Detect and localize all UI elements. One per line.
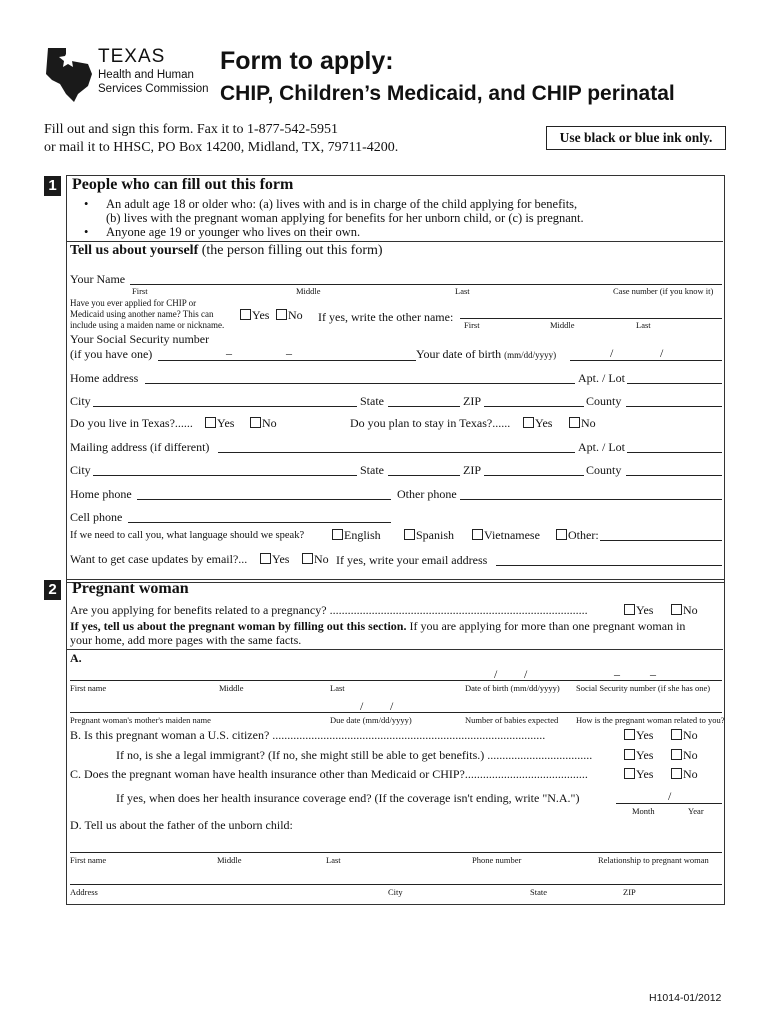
father-question: D. Tell us about the father of the unborn child: bbox=[70, 818, 293, 832]
dob-caption: Date of birth (mm/dd/yyyy) bbox=[465, 683, 560, 693]
a-row1-dash2: – bbox=[650, 667, 656, 681]
due-date-caption: Due date (mm/dd/yyyy) bbox=[330, 715, 412, 725]
dob-text: Your date of birth bbox=[416, 347, 502, 361]
lang-english-label: English bbox=[344, 528, 381, 542]
zip-label: ZIP bbox=[463, 394, 481, 408]
a-row1-slash1: / bbox=[494, 667, 498, 681]
other-middle-caption: Middle bbox=[550, 320, 575, 330]
language-question: If we need to call you, what language should we speak? bbox=[70, 530, 305, 541]
section2-divider bbox=[67, 649, 723, 650]
checkbox[interactable] bbox=[250, 417, 261, 428]
section1-divider bbox=[67, 241, 723, 242]
address-caption: Address bbox=[70, 887, 98, 897]
home-address-field[interactable] bbox=[145, 383, 575, 384]
insurance-question: C. Does the pregnant woman have health insurance other than Medicaid or CHIP?......................................... bbox=[70, 767, 588, 781]
checkbox[interactable] bbox=[205, 417, 216, 428]
applied-no-label: No bbox=[288, 308, 303, 322]
father-address-field[interactable] bbox=[70, 884, 722, 885]
father-last-caption: Last bbox=[326, 855, 341, 865]
your-name-field[interactable] bbox=[130, 284, 722, 285]
bullet1-line1: An adult age 18 or older who: (a) lives with and is in charge of the child applying for benefits, bbox=[106, 197, 578, 211]
pregnancy-no[interactable] bbox=[671, 603, 698, 618]
agency-texas: TEXAS bbox=[98, 46, 166, 67]
section2-note bbox=[70, 619, 685, 634]
lang-other-field[interactable] bbox=[600, 540, 722, 541]
city-label: City bbox=[70, 394, 91, 408]
about-bold: Tell us about yourself bbox=[70, 243, 199, 258]
ssn-caption: Social Security number (if she has one) bbox=[576, 683, 711, 693]
dob-slash-1: / bbox=[610, 346, 614, 360]
stay-yes-label: Yes bbox=[535, 416, 553, 430]
checkbox[interactable] bbox=[671, 768, 682, 779]
apt-field[interactable] bbox=[627, 383, 722, 384]
lang-other[interactable] bbox=[556, 528, 599, 543]
lang-spanish[interactable] bbox=[404, 528, 454, 543]
immigrant-no[interactable] bbox=[671, 748, 698, 763]
checkbox[interactable] bbox=[276, 309, 287, 320]
about-heading bbox=[70, 243, 383, 259]
section1-number: 1 bbox=[44, 176, 61, 196]
live-no-label: No bbox=[262, 416, 277, 430]
immigrant-no-label: No bbox=[683, 748, 698, 762]
checkbox[interactable] bbox=[240, 309, 251, 320]
live-texas-yes[interactable] bbox=[205, 416, 234, 431]
dob-format: (mm/dd/yyyy) bbox=[504, 350, 557, 360]
part-a-label: A. bbox=[70, 651, 82, 665]
mail-county-label: County bbox=[586, 463, 622, 477]
immigrant-question: If no, is she a legal immigrant? (If no, she might still be able to get benefits.) ................................... bbox=[116, 748, 593, 762]
city-field[interactable] bbox=[93, 406, 357, 407]
insurance-yes[interactable] bbox=[624, 767, 653, 782]
insurance-no[interactable] bbox=[671, 767, 698, 782]
checkbox[interactable] bbox=[624, 604, 635, 615]
other-name-field[interactable] bbox=[460, 318, 722, 319]
stay-no-label: No bbox=[581, 416, 596, 430]
applied-line2: Medicaid using another name? This can bbox=[70, 309, 214, 319]
pregnancy-yes-label: Yes bbox=[636, 603, 654, 617]
checkbox[interactable] bbox=[569, 417, 580, 428]
coverage-slash: / bbox=[668, 789, 672, 803]
mail-city-label: City bbox=[70, 463, 91, 477]
email-no-label: No bbox=[314, 552, 329, 566]
ssn-dash-2: – bbox=[286, 346, 292, 360]
checkbox[interactable] bbox=[472, 529, 483, 540]
state-label: State bbox=[360, 394, 384, 408]
stay-texas-no[interactable] bbox=[569, 416, 596, 431]
mail-city-field[interactable] bbox=[93, 475, 357, 476]
babies-caption: Number of babies expected bbox=[465, 715, 559, 725]
father-middle-caption: Middle bbox=[217, 855, 242, 865]
pregnancy-yes[interactable] bbox=[624, 603, 653, 618]
immigrant-yes[interactable] bbox=[624, 748, 653, 763]
name-middle-caption: Middle bbox=[296, 286, 321, 296]
mail-zip-field[interactable] bbox=[484, 475, 584, 476]
pregnancy-no-label: No bbox=[683, 603, 698, 617]
checkbox[interactable] bbox=[624, 729, 635, 740]
section1-title: People who can fill out this form bbox=[72, 176, 294, 193]
email-yes[interactable] bbox=[260, 552, 289, 567]
home-phone-label: Home phone bbox=[70, 487, 132, 501]
citizen-yes[interactable] bbox=[624, 728, 653, 743]
cell-phone-field[interactable] bbox=[128, 522, 391, 523]
woman-details-field[interactable] bbox=[70, 712, 722, 713]
lang-vietnamese[interactable] bbox=[472, 528, 540, 543]
father-phone-caption: Phone number bbox=[472, 855, 522, 865]
other-last-caption: Last bbox=[636, 320, 651, 330]
other-phone-label: Other phone bbox=[397, 487, 457, 501]
live-yes-label: Yes bbox=[217, 416, 235, 430]
a-row2-slash1: / bbox=[360, 699, 364, 713]
mailing-address-field[interactable] bbox=[218, 452, 575, 453]
father-first-caption: First name bbox=[70, 855, 107, 865]
email-question: Want to get case updates by email?... bbox=[70, 552, 248, 566]
year-caption: Year bbox=[688, 806, 704, 816]
live-texas-label: Do you live in Texas?...... bbox=[70, 416, 193, 430]
instructions-line1: Fill out and sign this form. Fax it to 1-877-542-5951 bbox=[44, 122, 338, 137]
father-zip-caption: ZIP bbox=[623, 887, 636, 897]
lang-other-label: Other: bbox=[568, 528, 599, 542]
bullet-2: • bbox=[84, 225, 89, 239]
father-name-field[interactable] bbox=[70, 852, 722, 853]
citizen-no-label: No bbox=[683, 728, 698, 742]
immigrant-yes-label: Yes bbox=[636, 748, 654, 762]
live-texas-no[interactable] bbox=[250, 416, 277, 431]
name-case-caption: Case number (if you know it) bbox=[613, 286, 714, 296]
checkbox[interactable] bbox=[260, 553, 271, 564]
coverage-end-field[interactable] bbox=[616, 803, 722, 804]
a-row1-dash1: – bbox=[614, 667, 620, 681]
bullet-1: • bbox=[84, 197, 89, 211]
ink-notice bbox=[546, 126, 726, 150]
state-field[interactable] bbox=[388, 406, 460, 407]
mail-apt-label: Apt. / Lot bbox=[578, 440, 625, 454]
other-name-label: If yes, write the other name: bbox=[318, 310, 454, 324]
form-id: H1014-01/2012 bbox=[649, 992, 722, 1004]
county-label: County bbox=[586, 394, 622, 408]
section2-title: Pregnant woman bbox=[72, 580, 189, 597]
agency-line1: Health and Human bbox=[98, 69, 194, 81]
dob-label bbox=[416, 347, 556, 362]
name-last-caption: Last bbox=[455, 286, 470, 296]
middle-caption: Middle bbox=[219, 683, 244, 693]
lang-english[interactable] bbox=[332, 528, 381, 543]
stay-texas-label: Do you plan to stay in Texas?...... bbox=[350, 416, 511, 430]
page-title: Form to apply: bbox=[220, 47, 394, 75]
father-relationship-caption: Relationship to pregnant woman bbox=[598, 855, 709, 865]
mail-apt-field[interactable] bbox=[627, 452, 722, 453]
maiden-name-caption: Pregnant woman's mother's maiden name bbox=[70, 715, 211, 725]
applied-line3: include using a maiden name or nickname. bbox=[70, 320, 225, 330]
related-caption: How is the pregnant woman related to you? bbox=[576, 715, 725, 725]
citizen-yes-label: Yes bbox=[636, 728, 654, 742]
stay-texas-yes[interactable] bbox=[523, 416, 552, 431]
a-row2-slash2: / bbox=[390, 699, 394, 713]
checkbox[interactable] bbox=[332, 529, 343, 540]
applied-yes-label: Yes bbox=[252, 308, 270, 322]
home-address-label: Home address bbox=[70, 371, 139, 385]
section2-number: 2 bbox=[44, 580, 61, 600]
county-field[interactable] bbox=[626, 406, 722, 407]
checkbox[interactable] bbox=[671, 729, 682, 740]
your-name-label: Your Name bbox=[70, 272, 126, 286]
applied-no[interactable] bbox=[276, 308, 303, 323]
a-row1-slash2: / bbox=[524, 667, 528, 681]
checkbox[interactable] bbox=[624, 749, 635, 760]
email-field[interactable] bbox=[496, 565, 722, 566]
about-rest: (the person filling out this form) bbox=[198, 243, 383, 258]
father-state-caption: State bbox=[530, 887, 547, 897]
mail-zip-label: ZIP bbox=[463, 463, 481, 477]
lang-vietnamese-label: Vietnamese bbox=[484, 528, 540, 542]
note-bold: If yes, tell us about the pregnant woman by filling out this section. bbox=[70, 619, 407, 633]
apt-label: Apt. / Lot bbox=[578, 371, 625, 385]
bullet1-line2: (b) lives with the pregnant woman applying for benefits for her unborn child, or (c) is pregnant. bbox=[106, 211, 584, 225]
checkbox[interactable] bbox=[624, 768, 635, 779]
bullet2-text: Anyone age 19 or younger who lives on their own. bbox=[106, 225, 361, 239]
citizen-question: B. Is this pregnant woman a U.S. citizen? ........................................................................................... bbox=[70, 728, 546, 742]
month-caption: Month bbox=[632, 806, 655, 816]
zip-field[interactable] bbox=[484, 406, 584, 407]
cell-phone-label: Cell phone bbox=[70, 510, 123, 524]
checkbox[interactable] bbox=[302, 553, 313, 564]
lang-spanish-label: Spanish bbox=[416, 528, 455, 542]
email-no[interactable] bbox=[302, 552, 329, 567]
citizen-no[interactable] bbox=[671, 728, 698, 743]
mail-state-label: State bbox=[360, 463, 384, 477]
father-city-caption: City bbox=[388, 887, 403, 897]
other-first-caption: First bbox=[464, 320, 480, 330]
pregnancy-question: Are you applying for benefits related to a pregnancy? ...................................................................................... bbox=[70, 603, 588, 617]
applied-yes[interactable] bbox=[240, 308, 269, 323]
last-caption: Last bbox=[330, 683, 345, 693]
email-write-label: If yes, write your email address bbox=[336, 553, 488, 567]
mail-state-field[interactable] bbox=[388, 475, 460, 476]
other-phone-field[interactable] bbox=[460, 499, 722, 500]
ssn-dash-1: – bbox=[226, 346, 232, 360]
ssn-label-2: (if you have one) bbox=[70, 347, 153, 361]
checkbox[interactable] bbox=[671, 604, 682, 615]
applied-line1: Have you ever applied for CHIP or bbox=[70, 298, 197, 308]
woman-name-field[interactable] bbox=[70, 680, 722, 681]
checkbox[interactable] bbox=[556, 529, 567, 540]
checkbox[interactable] bbox=[671, 749, 682, 760]
ssn-label-1: Your Social Security number bbox=[70, 332, 210, 346]
home-phone-field[interactable] bbox=[137, 499, 391, 500]
name-first-caption: First bbox=[132, 286, 148, 296]
note-rest: If you are applying for more than one pregnant woman in bbox=[406, 619, 686, 633]
texas-map-icon bbox=[44, 44, 96, 104]
hhsc-logo bbox=[44, 44, 214, 106]
ink-notice-text: Use black or blue ink only. bbox=[559, 130, 713, 145]
agency-line2: Services Commission bbox=[98, 83, 209, 95]
email-yes-label: Yes bbox=[272, 552, 290, 566]
page-subtitle: CHIP, Children’s Medicaid, and CHIP perinatal bbox=[220, 82, 675, 105]
insurance-yes-label: Yes bbox=[636, 767, 654, 781]
mailing-address-label: Mailing address (if different) bbox=[70, 440, 210, 454]
coverage-end-question: If yes, when does her health insurance coverage end? (If the coverage isn't ending, write "N.A.") bbox=[116, 791, 580, 805]
dob-field[interactable] bbox=[570, 360, 722, 361]
first-name-caption: First name bbox=[70, 683, 107, 693]
mail-county-field[interactable] bbox=[626, 475, 722, 476]
insurance-no-label: No bbox=[683, 767, 698, 781]
instructions-line2: or mail it to HHSC, PO Box 14200, Midland, TX, 79711-4200. bbox=[44, 140, 399, 155]
checkbox[interactable] bbox=[523, 417, 534, 428]
dob-slash-2: / bbox=[660, 346, 664, 360]
section2-note-line2: your home, add more pages with the same facts. bbox=[70, 633, 302, 647]
checkbox[interactable] bbox=[404, 529, 415, 540]
